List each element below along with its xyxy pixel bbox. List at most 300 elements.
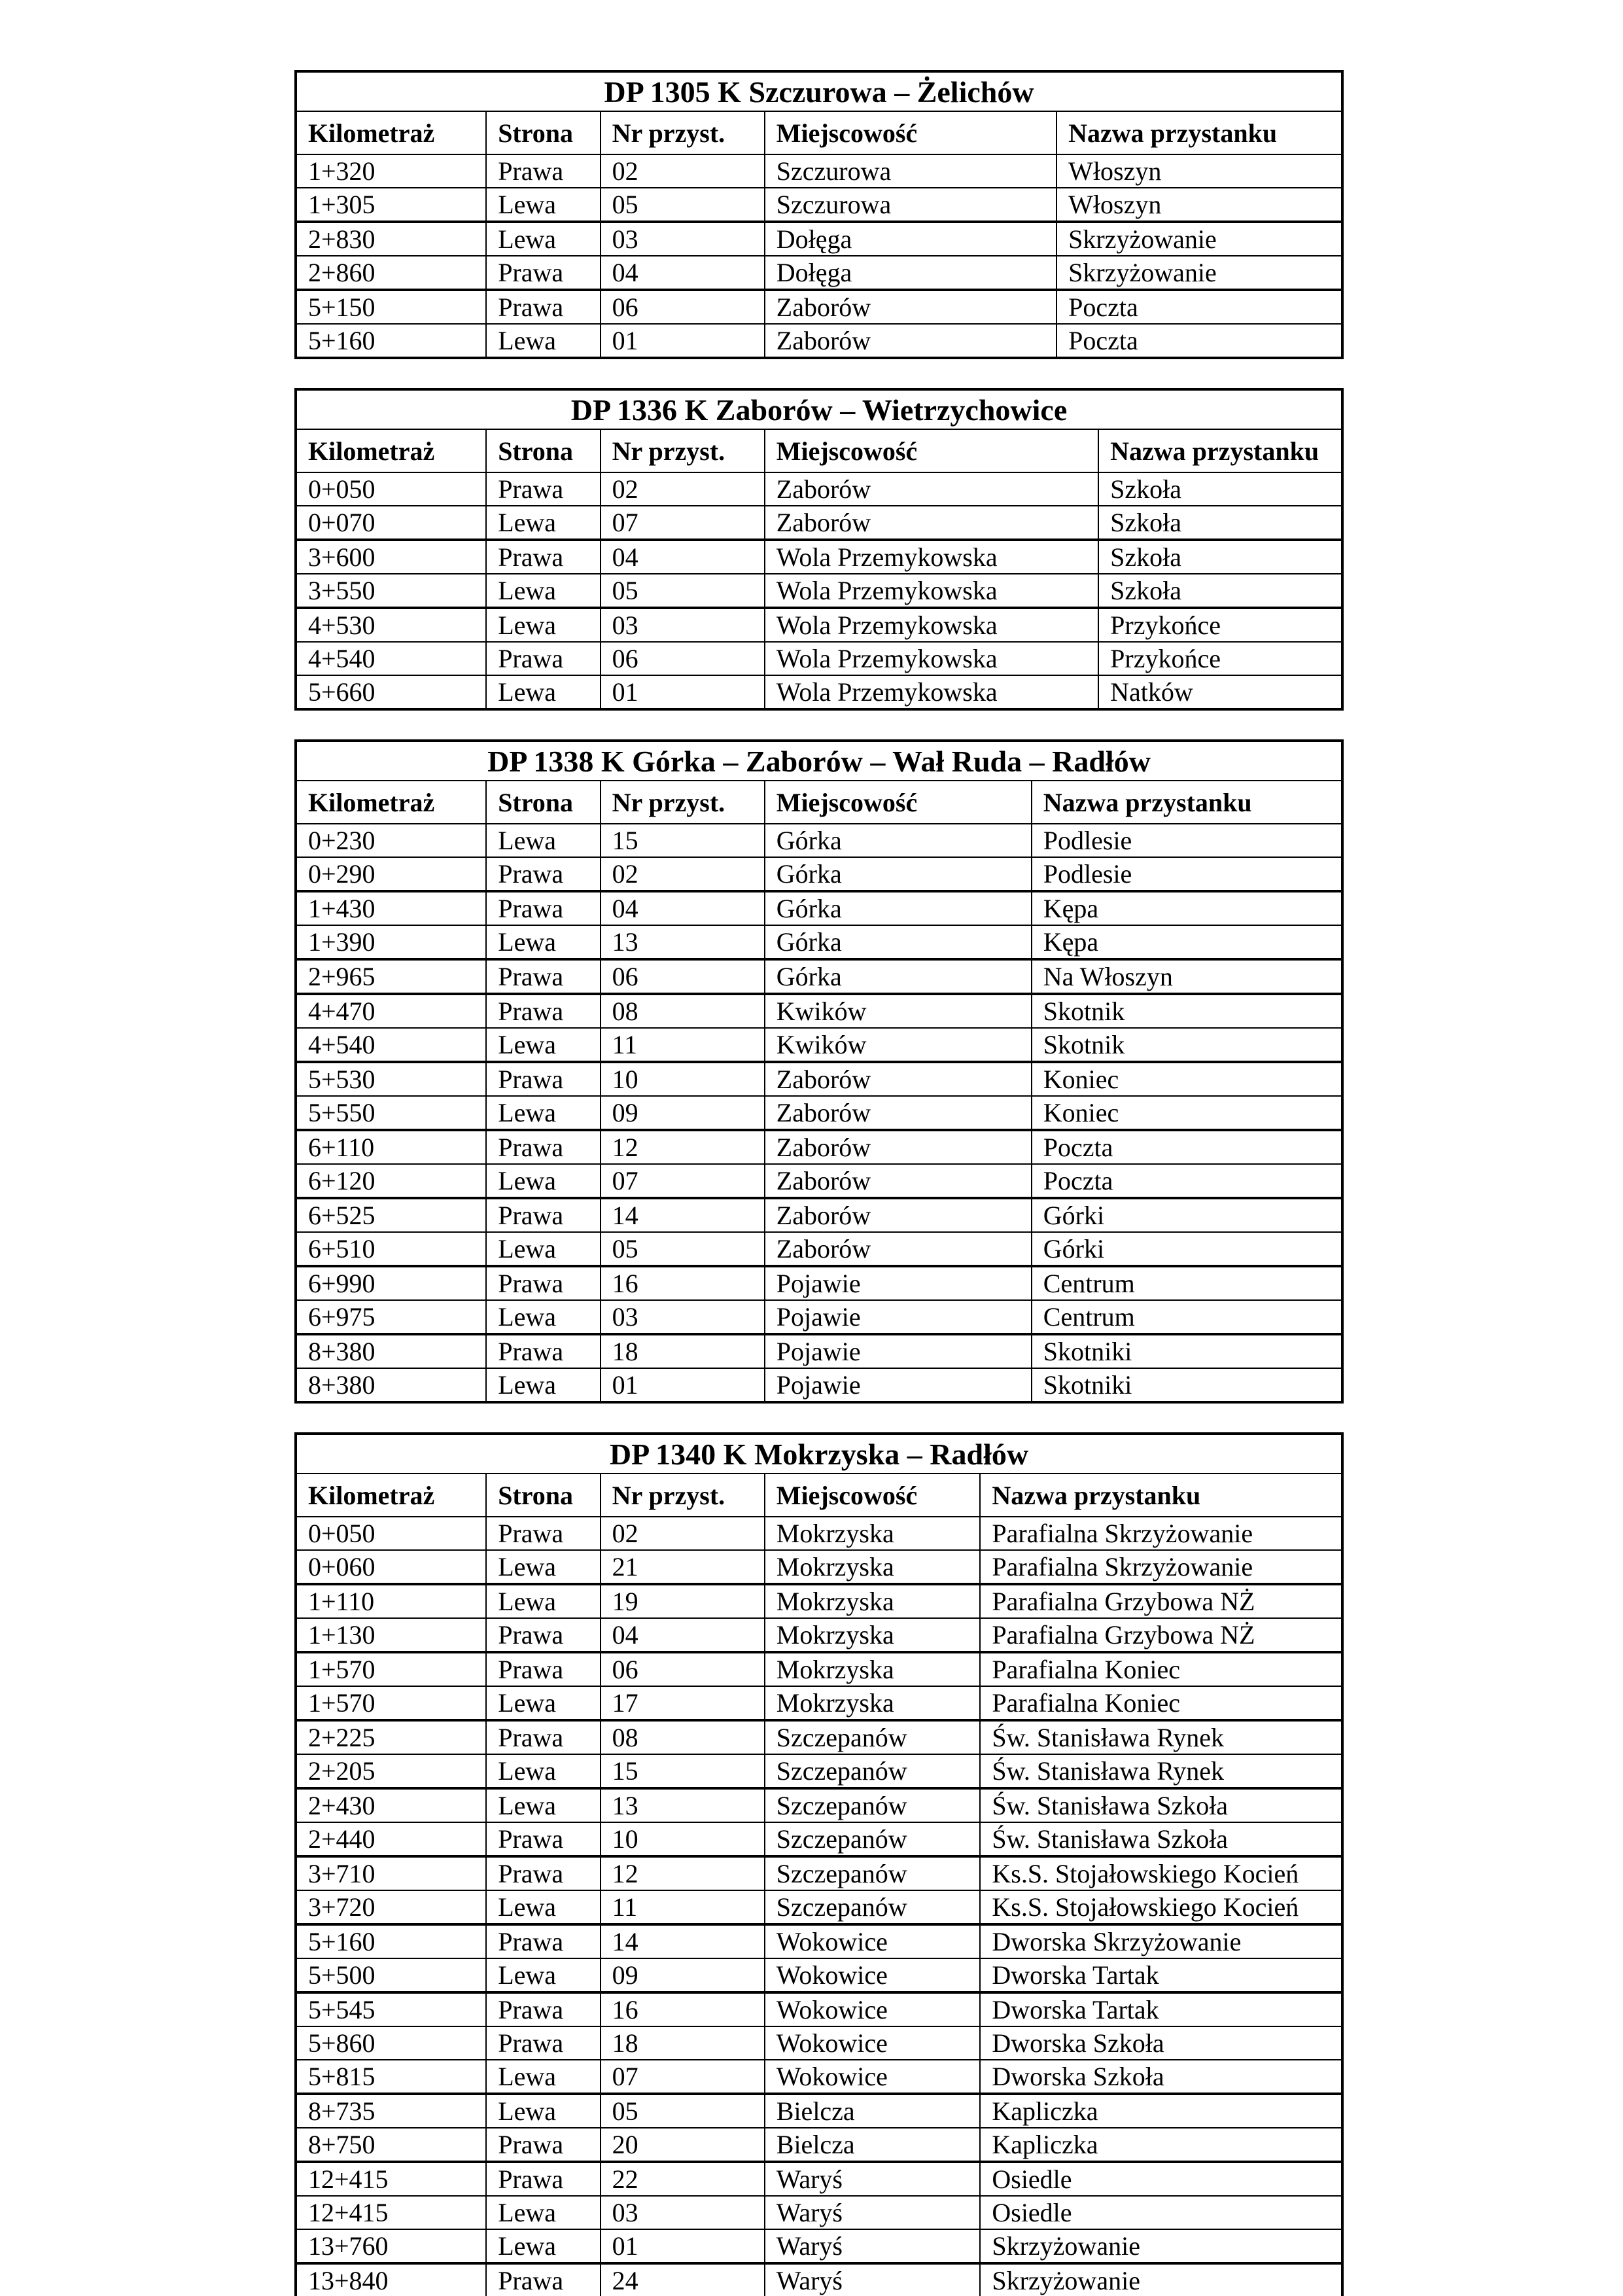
title-row — [296, 71, 1342, 111]
cell-kilometraz: 0+060 — [296, 1550, 486, 1584]
cell-strona: Prawa — [486, 642, 600, 675]
cell-strona: Prawa — [486, 1130, 600, 1164]
cell-nazwa-przystanku: Kapliczka — [980, 2094, 1342, 2128]
cell-nr-przyst: 18 — [601, 2026, 765, 2060]
cell-nr-przyst: 03 — [601, 1300, 765, 1334]
cell-nr-przyst: 05 — [601, 188, 765, 222]
cell-nazwa-przystanku: Dworska Tartak — [980, 1958, 1342, 1992]
cell-miejscowosc: Górka — [765, 857, 1032, 891]
cell-strona: Prawa — [486, 1517, 600, 1550]
cell-nr-przyst: 14 — [601, 1198, 765, 1232]
table-row — [296, 1686, 1342, 1720]
cell-nr-przyst: 21 — [601, 1550, 765, 1584]
cell-nazwa-przystanku: Poczta — [1056, 290, 1342, 324]
cell-miejscowosc: Górka — [765, 925, 1032, 959]
cell-nr-przyst: 03 — [601, 2196, 765, 2229]
cell-kilometraz: 2+965 — [296, 959, 486, 994]
cell-strona: Lewa — [486, 1958, 600, 1992]
table-row — [296, 1754, 1342, 1788]
cell-strona: Prawa — [486, 290, 600, 324]
cell-miejscowosc: Szczepanów — [765, 1720, 981, 1754]
cell-miejscowosc: Waryś — [765, 2162, 981, 2196]
table-body — [296, 1517, 1342, 2296]
cell-kilometraz: 8+380 — [296, 1368, 486, 1402]
cell-miejscowosc: Waryś — [765, 2196, 981, 2229]
cell-nazwa-przystanku: Skrzyżowanie — [1056, 256, 1342, 290]
table-row — [296, 959, 1342, 994]
cell-miejscowosc: Pojawie — [765, 1334, 1032, 1368]
cell-kilometraz: 1+130 — [296, 1618, 486, 1652]
cell-strona: Prawa — [486, 2263, 600, 2296]
cell-miejscowosc: Mokrzyska — [765, 1652, 981, 1686]
cell-nazwa-przystanku: Św. Stanisława Szkoła — [980, 1788, 1342, 1822]
cell-kilometraz: 2+860 — [296, 256, 486, 290]
cell-nazwa-przystanku: Parafialna Koniec — [980, 1686, 1342, 1720]
cell-kilometraz: 1+320 — [296, 154, 486, 188]
cell-miejscowosc: Górka — [765, 891, 1032, 925]
cell-miejscowosc: Zaborów — [765, 1096, 1032, 1130]
table-title: DP 1338 K Górka – Zaborów – Wał Ruda – Radłów — [296, 741, 1342, 781]
cell-nazwa-przystanku: Skotniki — [1032, 1334, 1342, 1368]
cell-nazwa-przystanku: Skrzyżowanie — [980, 2263, 1342, 2296]
column-header-nazwa-przystanku: Nazwa przystanku — [1056, 111, 1342, 154]
cell-nazwa-przystanku: Skotnik — [1032, 1028, 1342, 1062]
table-row — [296, 1368, 1342, 1402]
cell-strona: Lewa — [486, 2060, 600, 2094]
cell-nr-przyst: 12 — [601, 1130, 765, 1164]
road-table-dp-1336 — [294, 388, 1344, 711]
tables-container — [294, 70, 1344, 2296]
column-header-miejscowosc: Miejscowość — [765, 1474, 981, 1517]
cell-strona: Lewa — [486, 1890, 600, 1924]
table-title: DP 1336 K Zaborów – Wietrzychowice — [296, 389, 1342, 429]
table-row — [296, 891, 1342, 925]
cell-miejscowosc: Wokowice — [765, 1992, 981, 2026]
column-header-strona: Strona — [486, 781, 600, 824]
cell-kilometraz: 4+470 — [296, 994, 486, 1028]
cell-strona: Prawa — [486, 857, 600, 891]
table-row — [296, 540, 1342, 574]
cell-miejscowosc: Pojawie — [765, 1266, 1032, 1300]
table-row — [296, 1652, 1342, 1686]
cell-nr-przyst: 04 — [601, 540, 765, 574]
cell-kilometraz: 1+110 — [296, 1584, 486, 1618]
cell-strona: Prawa — [486, 891, 600, 925]
cell-nr-przyst: 03 — [601, 222, 765, 256]
cell-strona: Prawa — [486, 1266, 600, 1300]
cell-miejscowosc: Bielcza — [765, 2128, 981, 2162]
cell-strona: Lewa — [486, 1232, 600, 1266]
cell-kilometraz: 2+430 — [296, 1788, 486, 1822]
cell-nazwa-przystanku: Podlesie — [1032, 824, 1342, 857]
cell-nr-przyst: 24 — [601, 2263, 765, 2296]
cell-nazwa-przystanku: Skrzyżowanie — [980, 2229, 1342, 2263]
cell-miejscowosc: Wola Przemykowska — [765, 540, 1098, 574]
cell-kilometraz: 0+050 — [296, 1517, 486, 1550]
road-table-dp-1338 — [294, 739, 1344, 1404]
cell-kilometraz: 2+440 — [296, 1822, 486, 1856]
cell-strona: Lewa — [486, 1028, 600, 1062]
cell-nr-przyst: 12 — [601, 1856, 765, 1890]
cell-strona: Prawa — [486, 540, 600, 574]
cell-strona: Lewa — [486, 675, 600, 709]
cell-nazwa-przystanku: Św. Stanisława Szkoła — [980, 1822, 1342, 1856]
cell-kilometraz: 12+415 — [296, 2162, 486, 2196]
table-row — [296, 824, 1342, 857]
cell-kilometraz: 1+430 — [296, 891, 486, 925]
cell-nr-przyst: 07 — [601, 506, 765, 540]
cell-kilometraz: 5+500 — [296, 1958, 486, 1992]
cell-nazwa-przystanku: Św. Stanisława Rynek — [980, 1720, 1342, 1754]
cell-kilometraz: 5+550 — [296, 1096, 486, 1130]
cell-miejscowosc: Górka — [765, 824, 1032, 857]
cell-nazwa-przystanku: Poczta — [1032, 1130, 1342, 1164]
cell-nr-przyst: 02 — [601, 1517, 765, 1550]
cell-nazwa-przystanku: Parafialna Skrzyżowanie — [980, 1550, 1342, 1584]
cell-nazwa-przystanku: Przykońce — [1098, 608, 1342, 642]
column-header-nazwa-przystanku: Nazwa przystanku — [1098, 429, 1342, 472]
table-row — [296, 1232, 1342, 1266]
cell-kilometraz: 1+570 — [296, 1652, 486, 1686]
cell-nr-przyst: 07 — [601, 1164, 765, 1198]
cell-nazwa-przystanku: Dworska Szkoła — [980, 2026, 1342, 2060]
cell-strona: Prawa — [486, 959, 600, 994]
cell-strona: Lewa — [486, 1550, 600, 1584]
cell-nr-przyst: 05 — [601, 574, 765, 608]
cell-nazwa-przystanku: Włoszyn — [1056, 188, 1342, 222]
cell-nazwa-przystanku: Szkoła — [1098, 540, 1342, 574]
cell-kilometraz: 13+760 — [296, 2229, 486, 2263]
cell-nr-przyst: 11 — [601, 1890, 765, 1924]
cell-nr-przyst: 10 — [601, 1822, 765, 1856]
table-row — [296, 2128, 1342, 2162]
cell-kilometraz: 6+525 — [296, 1198, 486, 1232]
cell-strona: Lewa — [486, 1368, 600, 1402]
cell-nazwa-przystanku: Ks.S. Stojałowskiego Kocień — [980, 1890, 1342, 1924]
cell-nazwa-przystanku: Skotniki — [1032, 1368, 1342, 1402]
cell-miejscowosc: Zaborów — [765, 324, 1056, 358]
table-row — [296, 642, 1342, 675]
cell-nazwa-przystanku: Górki — [1032, 1232, 1342, 1266]
table-row — [296, 1822, 1342, 1856]
table-row — [296, 1788, 1342, 1822]
cell-kilometraz: 0+050 — [296, 472, 486, 506]
cell-nr-przyst: 01 — [601, 324, 765, 358]
cell-strona: Lewa — [486, 2229, 600, 2263]
column-header-kilometraz: Kilometraż — [296, 111, 486, 154]
cell-nr-przyst: 13 — [601, 1788, 765, 1822]
cell-strona: Prawa — [486, 994, 600, 1028]
cell-kilometraz: 6+110 — [296, 1130, 486, 1164]
column-header-kilometraz: Kilometraż — [296, 781, 486, 824]
cell-kilometraz: 5+860 — [296, 2026, 486, 2060]
cell-miejscowosc: Wola Przemykowska — [765, 675, 1098, 709]
cell-miejscowosc: Zaborów — [765, 506, 1098, 540]
cell-miejscowosc: Pojawie — [765, 1368, 1032, 1402]
cell-kilometraz: 0+290 — [296, 857, 486, 891]
cell-nr-przyst: 02 — [601, 857, 765, 891]
cell-miejscowosc: Zaborów — [765, 1198, 1032, 1232]
cell-miejscowosc: Zaborów — [765, 290, 1056, 324]
cell-strona: Lewa — [486, 1686, 600, 1720]
cell-nr-przyst: 06 — [601, 1652, 765, 1686]
cell-kilometraz: 6+975 — [296, 1300, 486, 1334]
column-header-miejscowosc: Miejscowość — [765, 429, 1098, 472]
cell-kilometraz: 8+735 — [296, 2094, 486, 2128]
cell-kilometraz: 5+150 — [296, 290, 486, 324]
cell-nr-przyst: 01 — [601, 1368, 765, 1402]
cell-miejscowosc: Zaborów — [765, 472, 1098, 506]
cell-strona: Lewa — [486, 1096, 600, 1130]
cell-nr-przyst: 11 — [601, 1028, 765, 1062]
cell-strona: Lewa — [486, 1754, 600, 1788]
cell-miejscowosc: Mokrzyska — [765, 1550, 981, 1584]
column-header-kilometraz: Kilometraż — [296, 1474, 486, 1517]
cell-miejscowosc: Zaborów — [765, 1164, 1032, 1198]
cell-strona: Prawa — [486, 2128, 600, 2162]
header-row — [296, 781, 1342, 824]
cell-nazwa-przystanku: Szkoła — [1098, 472, 1342, 506]
cell-nazwa-przystanku: Szkoła — [1098, 506, 1342, 540]
cell-nazwa-przystanku: Natków — [1098, 675, 1342, 709]
cell-miejscowosc: Wokowice — [765, 2060, 981, 2094]
cell-miejscowosc: Szczepanów — [765, 1788, 981, 1822]
cell-miejscowosc: Bielcza — [765, 2094, 981, 2128]
table-row — [296, 1164, 1342, 1198]
cell-miejscowosc: Mokrzyska — [765, 1618, 981, 1652]
cell-nazwa-przystanku: Parafialna Grzybowa NŻ — [980, 1584, 1342, 1618]
cell-miejscowosc: Szczepanów — [765, 1754, 981, 1788]
cell-strona: Lewa — [486, 1164, 600, 1198]
table-row — [296, 1924, 1342, 1958]
cell-kilometraz: 3+550 — [296, 574, 486, 608]
cell-nr-przyst: 01 — [601, 2229, 765, 2263]
cell-nazwa-przystanku: Dworska Szkoła — [980, 2060, 1342, 2094]
cell-nr-przyst: 09 — [601, 1958, 765, 1992]
column-header-nr-przyst: Nr przyst. — [601, 1474, 765, 1517]
cell-nazwa-przystanku: Skotnik — [1032, 994, 1342, 1028]
cell-kilometraz: 3+710 — [296, 1856, 486, 1890]
table-row — [296, 472, 1342, 506]
table-row — [296, 1584, 1342, 1618]
cell-miejscowosc: Kwików — [765, 994, 1032, 1028]
cell-miejscowosc: Wola Przemykowska — [765, 608, 1098, 642]
cell-nr-przyst: 10 — [601, 1062, 765, 1096]
table-row — [296, 290, 1342, 324]
cell-kilometraz: 3+600 — [296, 540, 486, 574]
cell-kilometraz: 6+120 — [296, 1164, 486, 1198]
column-header-nr-przyst: Nr przyst. — [601, 781, 765, 824]
cell-miejscowosc: Szczepanów — [765, 1890, 981, 1924]
table-row — [296, 1618, 1342, 1652]
cell-miejscowosc: Waryś — [765, 2229, 981, 2263]
column-header-nr-przyst: Nr przyst. — [601, 429, 765, 472]
cell-nr-przyst: 09 — [601, 1096, 765, 1130]
header-row — [296, 429, 1342, 472]
cell-strona: Prawa — [486, 1822, 600, 1856]
cell-strona: Lewa — [486, 1788, 600, 1822]
cell-nazwa-przystanku: Koniec — [1032, 1096, 1342, 1130]
cell-nazwa-przystanku: Św. Stanisława Rynek — [980, 1754, 1342, 1788]
cell-strona: Lewa — [486, 324, 600, 358]
cell-strona: Prawa — [486, 256, 600, 290]
cell-nr-przyst: 14 — [601, 1924, 765, 1958]
table-row — [296, 857, 1342, 891]
cell-nr-przyst: 13 — [601, 925, 765, 959]
table-row — [296, 2026, 1342, 2060]
cell-kilometraz: 3+720 — [296, 1890, 486, 1924]
cell-strona: Prawa — [486, 1062, 600, 1096]
table-row — [296, 574, 1342, 608]
cell-miejscowosc: Wola Przemykowska — [765, 574, 1098, 608]
cell-strona: Prawa — [486, 2026, 600, 2060]
cell-strona: Prawa — [486, 1992, 600, 2026]
column-header-strona: Strona — [486, 429, 600, 472]
column-header-nr-przyst: Nr przyst. — [601, 111, 765, 154]
cell-nr-przyst: 06 — [601, 959, 765, 994]
cell-nr-przyst: 05 — [601, 2094, 765, 2128]
header-row — [296, 111, 1342, 154]
cell-miejscowosc: Szczepanów — [765, 1856, 981, 1890]
cell-nazwa-przystanku: Szkoła — [1098, 574, 1342, 608]
cell-nr-przyst: 07 — [601, 2060, 765, 2094]
cell-nazwa-przystanku: Podlesie — [1032, 857, 1342, 891]
cell-nr-przyst: 22 — [601, 2162, 765, 2196]
table-row — [296, 994, 1342, 1028]
cell-nr-przyst: 02 — [601, 472, 765, 506]
cell-kilometraz: 0+230 — [296, 824, 486, 857]
cell-kilometraz: 5+815 — [296, 2060, 486, 2094]
cell-kilometraz: 1+390 — [296, 925, 486, 959]
table-row — [296, 2060, 1342, 2094]
cell-nazwa-przystanku: Parafialna Skrzyżowanie — [980, 1517, 1342, 1550]
cell-miejscowosc: Mokrzyska — [765, 1517, 981, 1550]
table-row — [296, 2162, 1342, 2196]
cell-kilometraz: 4+530 — [296, 608, 486, 642]
cell-strona: Lewa — [486, 1300, 600, 1334]
cell-miejscowosc: Dołęga — [765, 222, 1056, 256]
cell-miejscowosc: Szczepanów — [765, 1822, 981, 1856]
cell-nr-przyst: 19 — [601, 1584, 765, 1618]
cell-miejscowosc: Waryś — [765, 2263, 981, 2296]
cell-kilometraz: 2+830 — [296, 222, 486, 256]
cell-strona: Lewa — [486, 188, 600, 222]
cell-miejscowosc: Mokrzyska — [765, 1584, 981, 1618]
cell-nr-przyst: 15 — [601, 824, 765, 857]
cell-kilometraz: 5+545 — [296, 1992, 486, 2026]
table-row — [296, 1062, 1342, 1096]
cell-miejscowosc: Wokowice — [765, 1958, 981, 1992]
cell-nazwa-przystanku: Osiedle — [980, 2162, 1342, 2196]
column-header-strona: Strona — [486, 1474, 600, 1517]
cell-miejscowosc: Szczurowa — [765, 154, 1056, 188]
column-header-nazwa-przystanku: Nazwa przystanku — [980, 1474, 1342, 1517]
cell-nazwa-przystanku: Poczta — [1056, 324, 1342, 358]
table-body — [296, 472, 1342, 709]
table-title: DP 1340 K Mokrzyska – Radłów — [296, 1434, 1342, 1474]
cell-kilometraz: 5+160 — [296, 324, 486, 358]
cell-nazwa-przystanku: Górki — [1032, 1198, 1342, 1232]
table-row — [296, 1992, 1342, 2026]
table-body — [296, 824, 1342, 1402]
table-row — [296, 1890, 1342, 1924]
table-row — [296, 2094, 1342, 2128]
table-row — [296, 1266, 1342, 1300]
cell-strona: Lewa — [486, 574, 600, 608]
table-row — [296, 1028, 1342, 1062]
cell-kilometraz: 2+205 — [296, 1754, 486, 1788]
table-row — [296, 1300, 1342, 1334]
cell-kilometraz: 5+160 — [296, 1924, 486, 1958]
cell-strona: Prawa — [486, 1652, 600, 1686]
cell-nr-przyst: 08 — [601, 1720, 765, 1754]
cell-kilometraz: 0+070 — [296, 506, 486, 540]
cell-nazwa-przystanku: Centrum — [1032, 1266, 1342, 1300]
cell-kilometraz: 1+305 — [296, 188, 486, 222]
cell-nr-przyst: 04 — [601, 1618, 765, 1652]
cell-nr-przyst: 01 — [601, 675, 765, 709]
cell-miejscowosc: Wola Przemykowska — [765, 642, 1098, 675]
cell-miejscowosc: Zaborów — [765, 1130, 1032, 1164]
cell-nazwa-przystanku: Parafialna Koniec — [980, 1652, 1342, 1686]
cell-nazwa-przystanku: Dworska Tartak — [980, 1992, 1342, 2026]
table-row — [296, 1720, 1342, 1754]
cell-miejscowosc: Dołęga — [765, 256, 1056, 290]
cell-nr-przyst: 20 — [601, 2128, 765, 2162]
cell-miejscowosc: Zaborów — [765, 1062, 1032, 1096]
table-row — [296, 154, 1342, 188]
cell-nazwa-przystanku: Centrum — [1032, 1300, 1342, 1334]
cell-kilometraz: 4+540 — [296, 642, 486, 675]
table-row — [296, 2196, 1342, 2229]
cell-miejscowosc: Zaborów — [765, 1232, 1032, 1266]
table-row — [296, 925, 1342, 959]
cell-kilometraz: 4+540 — [296, 1028, 486, 1062]
cell-strona: Prawa — [486, 1334, 600, 1368]
table-row — [296, 1198, 1342, 1232]
table-row — [296, 1334, 1342, 1368]
cell-strona: Lewa — [486, 2094, 600, 2128]
cell-nazwa-przystanku: Kępa — [1032, 891, 1342, 925]
cell-nazwa-przystanku: Włoszyn — [1056, 154, 1342, 188]
cell-nr-przyst: 16 — [601, 1266, 765, 1300]
cell-nazwa-przystanku: Przykońce — [1098, 642, 1342, 675]
cell-nazwa-przystanku: Kapliczka — [980, 2128, 1342, 2162]
cell-strona: Prawa — [486, 1198, 600, 1232]
header-row — [296, 1474, 1342, 1517]
table-row — [296, 1856, 1342, 1890]
cell-nazwa-przystanku: Kępa — [1032, 925, 1342, 959]
cell-strona: Lewa — [486, 1584, 600, 1618]
cell-strona: Prawa — [486, 1856, 600, 1890]
cell-nazwa-przystanku: Skrzyżowanie — [1056, 222, 1342, 256]
table-row — [296, 324, 1342, 358]
cell-nr-przyst: 15 — [601, 1754, 765, 1788]
table-row — [296, 2263, 1342, 2296]
cell-strona: Lewa — [486, 222, 600, 256]
column-header-miejscowosc: Miejscowość — [765, 781, 1032, 824]
cell-nazwa-przystanku: Na Włoszyn — [1032, 959, 1342, 994]
column-header-strona: Strona — [486, 111, 600, 154]
cell-kilometraz: 8+750 — [296, 2128, 486, 2162]
cell-nr-przyst: 08 — [601, 994, 765, 1028]
cell-nazwa-przystanku: Poczta — [1032, 1164, 1342, 1198]
cell-kilometraz: 1+570 — [296, 1686, 486, 1720]
cell-kilometraz: 12+415 — [296, 2196, 486, 2229]
cell-kilometraz: 6+510 — [296, 1232, 486, 1266]
cell-strona: Prawa — [486, 1618, 600, 1652]
table-row — [296, 188, 1342, 222]
